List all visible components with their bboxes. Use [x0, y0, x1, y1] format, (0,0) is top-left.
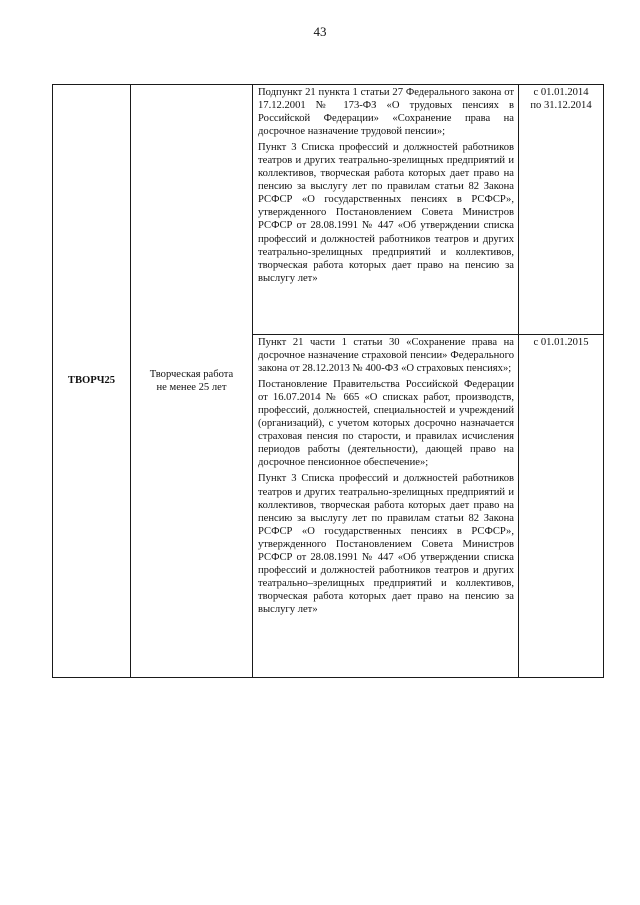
pension-basis-table [52, 84, 604, 678]
legal-basis-cell [253, 85, 519, 335]
description-line: Творческая работа [149, 368, 234, 380]
legal-basis-cell [253, 335, 519, 678]
period-cell [519, 85, 604, 335]
legal-basis-paragraph: Постановление Правительства Российской Федерации от 16.07.2014 № 665 «О списках работ, производств, профессий, должностей, специальностей и учреждений (организаций), с учетом которых досрочно назначается страховая пенсия по старости, и правилах исчисления периодов работы (деятельности), дающей право на досрочное пенсионное обеспечение»; [258, 379, 514, 469]
period-start: с 01.01.2014 [533, 87, 589, 98]
period-cell [519, 335, 604, 678]
legal-basis-paragraph: Пункт 3 Списка профессий и должностей работников театров и других театрально-зрелищных предприятий и коллективов, творческая работа которых дает право на пенсию за выслугу лет по правилам статьи 82 Закона РСФСР «О государственных пенсиях в РСФСР», утвержденного Постановлением Совета Министров РСФСР от 28.08.1991 № 447 «Об утверждении списка профессий и должностей работников театров и других театрально–зрелищных предприятий и коллективов, творческая работа которых дает право на пенсию за выслугу лет» [258, 473, 514, 615]
code-cell [53, 85, 131, 678]
legal-basis-paragraph: Пункт 21 части 1 статьи 30 «Сохранение права на досрочное назначение страховой пенсии» Федерального закона от 28.12.2013 № 400-ФЗ «О страховых пенсиях»; [258, 337, 514, 375]
description-cell [131, 85, 253, 678]
legal-basis-paragraph: Пункт 3 Списка профессий и должностей работников театров и других театрально-зрелищных предприятий и коллективов, творческая работа которых дает право на пенсию за выслугу лет по правилам статьи 82 Закона РСФСР «О государственных пенсиях в РСФСР», утвержденного Постановлением Совета Министров РСФСР от 28.08.1991 № 447 «Об утверждении списка профессий и должностей работников театров и других театрально-зрелищных предприятий и коллективов, творческая работа которых дает право на пенсию за выслугу лет» [258, 142, 514, 284]
period-start: с 01.01.2015 [533, 337, 589, 348]
table-row [53, 85, 604, 335]
period-end: по 31.12.2014 [530, 100, 592, 112]
legal-basis-paragraph: Подпункт 21 пункта 1 статьи 27 Федерального закона от 17.12.2001 № 173-ФЗ «О трудовых пенсиях в Российской Федерации» «Сохранение права на досрочное назначение трудовой пенсии»; [258, 87, 514, 138]
description-line: не менее 25 лет [156, 382, 227, 393]
page-number: 43 [313, 24, 327, 39]
position-code: ТВОРЧ25 [67, 375, 116, 387]
